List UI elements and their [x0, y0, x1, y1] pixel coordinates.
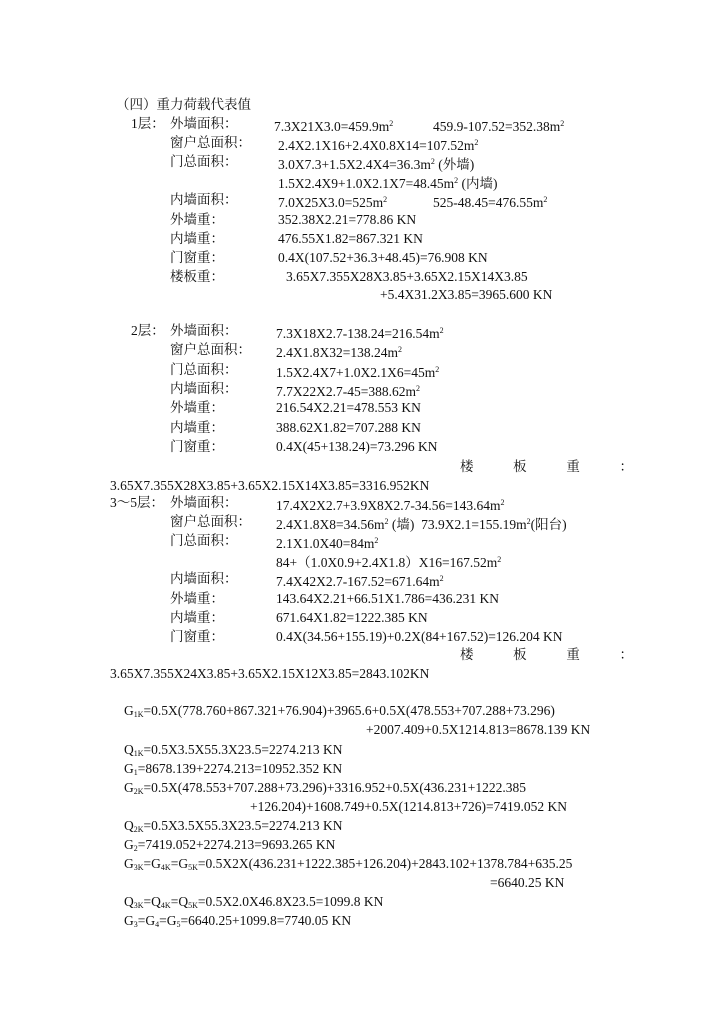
unit-superscript: 2: [389, 119, 394, 128]
value-text: 1.5X2.4X9+1.0X2.1X7=48.45m: [278, 176, 455, 192]
unit-superscript: 2: [374, 536, 379, 546]
row-label: 外墙重：: [170, 590, 224, 606]
slab-char: 板: [513, 647, 527, 662]
value-text: 671.64X1.82=1222.385 KN: [276, 609, 428, 625]
row-value: [276, 609, 428, 627]
value-text: 0.4X(45+138.24)=73.296 KN: [276, 438, 438, 454]
value-tail: (阳台): [530, 517, 567, 533]
formula-subscript: 5K: [188, 863, 198, 872]
unit-superscript: 2: [439, 574, 444, 584]
value-text: 525-48.45=476.55m: [433, 195, 544, 211]
slab-char: ：: [619, 647, 633, 662]
value-tail: (内墙): [458, 176, 498, 192]
row-label: 窗户总面积：: [170, 342, 251, 358]
formula-subscript: 5K: [188, 901, 198, 910]
value-text: 388.62X1.82=707.288 KN: [276, 419, 421, 435]
value-text: 2.4X1.8X32=138.24m: [276, 345, 398, 361]
row-value: [278, 153, 474, 174]
row-value: [278, 172, 497, 193]
formula-text: =0.5X3.5X55.3X23.5=2274.213 KN: [143, 742, 343, 757]
row-value: [276, 322, 444, 343]
value-text: 0.4X(34.56+155.19)+0.2X(84+167.52)=126.204 KN: [276, 628, 563, 644]
value-text: 7.7X22X2.7-45=388.62m: [276, 383, 416, 399]
row-label: 外墙面积：: [170, 495, 238, 510]
formula-continuation: [366, 721, 590, 739]
row-value: [278, 191, 387, 212]
value-text: 459.9-107.52=352.38m: [433, 119, 561, 134]
row-value: [278, 211, 416, 229]
row-extra-value: [433, 115, 564, 136]
row-label: 内墙重：: [170, 609, 224, 625]
formula-line: [124, 912, 351, 934]
row-value: [278, 134, 478, 155]
formula-subscript: 4K: [160, 863, 171, 872]
floor3-slab-value: 3.65X7.355X24X3.85+3.65X2.15X12X3.85=2843.102KN: [110, 666, 430, 681]
unit-superscript: 2: [474, 138, 479, 148]
row-label: 窗户总面积：: [170, 514, 251, 530]
value-text: 0.4X(107.52+36.3+48.45)=76.908 KN: [278, 249, 488, 265]
unit-superscript: 2: [430, 157, 435, 167]
row-extra-value: [433, 191, 547, 212]
formula-continuation: [250, 798, 567, 816]
formula-text: +2007.409+0.5X1214.813=8678.139 KN: [366, 722, 591, 737]
unit-superscript: 2: [500, 498, 505, 507]
value-text: 2.4X1.8X8=34.56m: [276, 517, 385, 533]
value-text: 7.3X18X2.7-138.24=216.54m: [276, 326, 440, 341]
unit-superscript: 2: [384, 517, 389, 527]
unit-superscript: 2: [526, 517, 531, 527]
row-label: 外墙面积：: [170, 116, 238, 131]
equals-sign: =: [137, 913, 146, 928]
row-value: [276, 380, 420, 401]
value-text: 3.65X7.355X28X3.85+3.65X2.15X14X3.85: [286, 268, 528, 284]
value-text: 7.3X21X3.0=459.9m: [274, 119, 390, 134]
unit-superscript: 2: [543, 195, 548, 205]
equals-sign: =: [170, 856, 179, 871]
formula-subscript: 1K: [133, 749, 144, 758]
floor3-label: 3～5层：: [110, 495, 164, 510]
slab-char: 楼: [460, 647, 474, 662]
row-value: [278, 249, 488, 267]
value-text: 352.38X2.21=778.86 KN: [278, 211, 417, 227]
formula-symbol: G: [178, 856, 189, 871]
slab-char: 楼: [460, 459, 474, 474]
formula-subscript: 2K: [133, 825, 144, 834]
row-label: 楼板重：: [170, 268, 224, 284]
row-label: 门窗重：: [170, 628, 224, 644]
row-label: 门窗重：: [170, 438, 224, 454]
formula-symbol: G: [145, 913, 156, 928]
equals-sign: =: [143, 856, 152, 871]
value-text: 7.4X42X2.7-167.52=671.64m: [276, 574, 440, 590]
slab-char: 重: [566, 459, 580, 474]
formula-text: =0.5X2.0X46.8X23.5=1099.8 KN: [197, 894, 384, 909]
formula-symbol: Q: [124, 742, 134, 757]
formula-text: =0.5X2X(436.231+1222.385+126.204)+2843.102+1378.784+635.25: [197, 856, 573, 871]
floor2-slab-label: [460, 458, 633, 476]
row-value: [274, 115, 393, 136]
row-value: [276, 551, 501, 572]
unit-superscript: 2: [439, 326, 444, 335]
equals-sign: =: [143, 894, 152, 909]
formula-symbol: G: [124, 761, 134, 776]
row-label: 窗户总面积：: [170, 135, 251, 151]
value-text: 84+（1.0X0.9+2.4X1.8）X16=167.52m: [276, 555, 498, 571]
formula-text: =6640.25+1099.8=7740.05 KN: [180, 913, 352, 928]
unit-superscript: 2: [435, 364, 440, 374]
section-title: （四）重力荷载代表值: [116, 97, 251, 112]
formula-subscript: 1K: [133, 710, 144, 719]
row-value: [276, 590, 499, 608]
formula-text: =8678.139+2274.213=10952.352 KN: [137, 761, 343, 776]
row-value: [276, 513, 567, 534]
unit-superscript: 2: [398, 345, 402, 355]
unit-superscript: 2: [454, 176, 459, 186]
equals-sign: =: [170, 894, 179, 909]
unit-superscript: 2: [497, 555, 502, 565]
formula-continuation: [490, 874, 564, 892]
slab-char: 板: [513, 459, 527, 474]
formula-text: =6640.25 KN: [490, 875, 565, 890]
value-text: 216.54X2.21=478.553 KN: [276, 400, 421, 416]
value-tail: (外墙): [434, 157, 475, 173]
value-text: 476.55X1.82=867.321 KN: [278, 230, 423, 246]
row-value: [276, 628, 563, 646]
equals-sign: =: [159, 913, 167, 928]
value-text: 143.64X2.21+66.51X1.786=436.231 KN: [276, 590, 499, 606]
formula-text: =0.5X(478.553+707.288+73.296)+3316.952+0.5X(436.231+1222.385: [143, 780, 526, 795]
value-text: 3.0X7.3+1.5X2.4X4=36.3m: [278, 157, 431, 173]
floor2-label: 2层：: [131, 323, 165, 338]
row-value: [286, 268, 528, 286]
value-text: 17.4X2X2.7+3.9X8X2.7-34.56=143.64m: [276, 498, 501, 513]
formula-symbol: G: [166, 913, 177, 928]
formula-symbol: G: [124, 780, 134, 795]
row-value: [276, 419, 421, 437]
formula-text: =0.5X3.5X55.3X23.5=2274.213 KN: [143, 818, 343, 833]
formula-symbol: Q: [151, 894, 161, 909]
formula-subscript: 3K: [133, 901, 144, 910]
formula-subscript: 3K: [133, 863, 144, 872]
formula-symbol: G: [124, 703, 134, 718]
row-value: [276, 361, 439, 382]
unit-superscript: 2: [560, 119, 565, 128]
row-label: 内墙面积：: [170, 192, 238, 208]
row-label: 外墙重：: [170, 211, 224, 227]
formula-subscript: 2: [133, 844, 138, 853]
slab-char: ：: [619, 459, 633, 474]
value-text: 7.0X25X3.0=525m: [278, 195, 384, 211]
row-label: 外墙面积：: [170, 323, 238, 338]
row-label: 门总面积：: [170, 361, 238, 377]
row-label: 外墙重：: [170, 400, 224, 416]
formula-symbol: G: [124, 837, 134, 852]
row-value: [278, 230, 423, 248]
row-label: 内墙面积：: [170, 571, 238, 587]
row-label: 内墙重：: [170, 419, 224, 435]
floor3-slab-label: [460, 646, 633, 664]
value-text: 2.4X2.1X16+2.4X0.8X14=107.52m: [278, 138, 475, 154]
formula-subscript: 5: [176, 920, 181, 929]
row-value: [276, 570, 444, 591]
row-label: 门总面积：: [170, 154, 238, 170]
unit-superscript: 2: [383, 195, 388, 205]
formula-symbol: Q: [124, 818, 134, 833]
formula-text: +126.204)+1608.749+0.5X(1214.813+726)=7419.052 KN: [250, 799, 568, 814]
row-value: [276, 399, 421, 417]
formula-subscript: 4: [155, 920, 160, 929]
floor1-slab-cont: +5.4X31.2X3.85=3965.600 KN: [380, 287, 553, 302]
row-value: [276, 341, 402, 362]
formula-subscript: 2K: [133, 787, 144, 796]
row-value: [276, 532, 378, 553]
row-value: [276, 494, 504, 515]
row-value: [276, 438, 437, 456]
formula-symbol: G: [124, 856, 134, 871]
row-label: 门总面积：: [170, 533, 238, 549]
formula-symbol: Q: [178, 894, 189, 909]
row-label: 门窗重：: [170, 249, 224, 265]
row-label: 内墙重：: [170, 230, 224, 246]
formula-text: =0.5X(778.760+867.321+76.904)+3965.6+0.5X(478.553+707.288+73.296): [143, 703, 555, 718]
value-tail: (墙) 73.9X2.1=155.19m: [388, 517, 527, 533]
slab-char: 重: [566, 647, 580, 662]
formula-subscript: 1: [133, 768, 138, 777]
formula-symbol: G: [151, 856, 161, 871]
formula-subscript: 3: [133, 920, 138, 929]
formula-symbol: Q: [124, 894, 134, 909]
unit-superscript: 2: [415, 383, 420, 393]
floor2-slab-value: 3.65X7.355X28X3.85+3.65X2.15X14X3.85=3316.952KN: [110, 478, 430, 493]
value-text: 2.1X1.0X40=84m: [276, 536, 375, 552]
formula-text: =7419.052+2274.213=9693.265 KN: [137, 837, 336, 852]
row-label: 内墙面积：: [170, 380, 238, 396]
formula-symbol: G: [124, 913, 134, 928]
floor1-label: 1层：: [131, 116, 165, 131]
value-text: 1.5X2.4X7+1.0X2.1X6=45m: [276, 364, 436, 380]
formula-subscript: 4K: [160, 901, 171, 910]
